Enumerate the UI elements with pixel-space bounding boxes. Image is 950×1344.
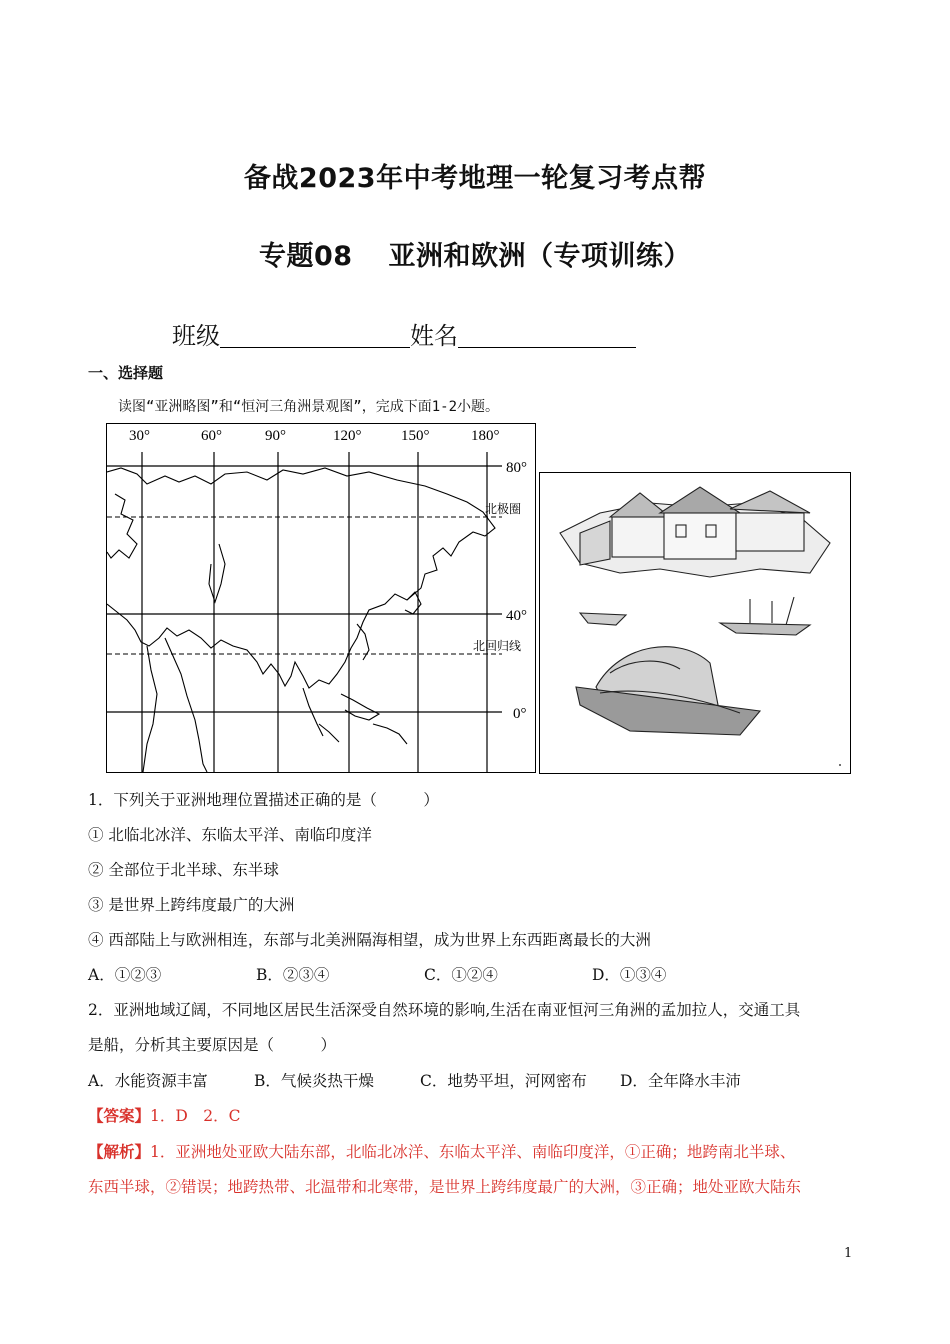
- lon-label-180: 180°: [471, 428, 500, 444]
- q1-option-c[interactable]: C．①②④: [424, 966, 498, 984]
- page-subtitle: [0, 234, 950, 273]
- answer-text: 1．D 2．C: [150, 1107, 241, 1125]
- q2-option-a[interactable]: A．水能资源丰富: [88, 1072, 208, 1090]
- question-2-stem-line2: 是船，分析其主要原因是（ ）: [88, 1036, 337, 1054]
- subtitle-prefix: 专题08: [258, 241, 353, 272]
- q2-option-c[interactable]: C．地势平坦，河网密布: [420, 1072, 587, 1090]
- section-heading: 一、选择题: [88, 364, 164, 382]
- q1-option-b[interactable]: B．②③④: [256, 966, 330, 984]
- lon-label-30: 30°: [129, 428, 150, 444]
- analysis-text-1: 1．亚洲地处亚欧大陆东部，北临北冰洋、东临太平洋、南临印度洋，①正确；地跨南北半球、: [150, 1143, 796, 1161]
- q1-options: [88, 963, 666, 985]
- arctic-circle-label: 北极圈: [485, 502, 522, 516]
- student-info-line: [172, 316, 636, 351]
- page-title: 备战2023年中考地理一轮复习考点帮: [243, 163, 707, 194]
- lon-label-90: 90°: [265, 428, 286, 444]
- intro-text: 读图“亚洲略图”和“恒河三角洲景观图”，完成下面1-2小题。: [118, 399, 499, 415]
- q1-item-3: ③ 是世界上跨纬度最广的大洲: [88, 896, 295, 914]
- question-2-stem-line1: 2．亚洲地域辽阔，不同地区居民生活深受自然环境的影响,生活在南亚恒河三角洲的孟加拉人，交通工具: [88, 1001, 801, 1019]
- lat-label-80: 80°: [506, 460, 527, 476]
- analysis-label: 【解析】: [88, 1142, 151, 1161]
- answer-line: [88, 1104, 241, 1126]
- lon-label-120: 120°: [333, 428, 362, 444]
- continent-outline: [107, 468, 495, 772]
- tropic-cancer-label: 北回归线: [473, 639, 522, 653]
- class-label: 班级: [172, 322, 220, 350]
- analysis-line-1: [88, 1140, 795, 1162]
- subtitle-main: 亚洲和欧洲（专项训练）: [388, 241, 692, 272]
- q1-item-4: ④ 西部陆上与欧洲相连，东部与北美洲隔海相望，成为世界上东西距离最长的大洲: [88, 931, 651, 949]
- lat-label-0: 0°: [513, 706, 527, 722]
- q2-option-b[interactable]: B．气候炎热干燥: [254, 1072, 374, 1090]
- lon-label-150: 150°: [401, 428, 430, 444]
- question-1-stem: 1．下列关于亚洲地理位置描述正确的是（ ）: [88, 791, 439, 809]
- analysis-line-2: 东西半球，②错误；地跨热带、北温带和北寒带，是世界上跨纬度最广的大洲，③正确；地处亚欧大陆东: [88, 1178, 802, 1196]
- lon-label-60: 60°: [201, 428, 222, 444]
- answer-label: 【答案】: [88, 1106, 151, 1125]
- ganges-delta-landscape-picture: [539, 472, 851, 774]
- q2-option-d[interactable]: D．全年降水丰沛: [620, 1072, 741, 1090]
- q1-option-a[interactable]: A．①②③: [88, 966, 162, 984]
- asia-sketch-map: [106, 423, 536, 773]
- q1-item-2: ② 全部位于北半球、东半球: [88, 861, 279, 879]
- q2-options: [88, 1069, 741, 1091]
- page-number: 1: [844, 1246, 853, 1261]
- class-blank[interactable]: [220, 321, 410, 348]
- name-blank[interactable]: [458, 321, 636, 348]
- q1-item-1: ① 北临北冰洋、东临太平洋、南临印度洋: [88, 826, 372, 844]
- q1-option-d[interactable]: D．①③④: [592, 966, 667, 984]
- name-label: 姓名: [410, 322, 458, 350]
- lat-label-40: 40°: [506, 608, 527, 624]
